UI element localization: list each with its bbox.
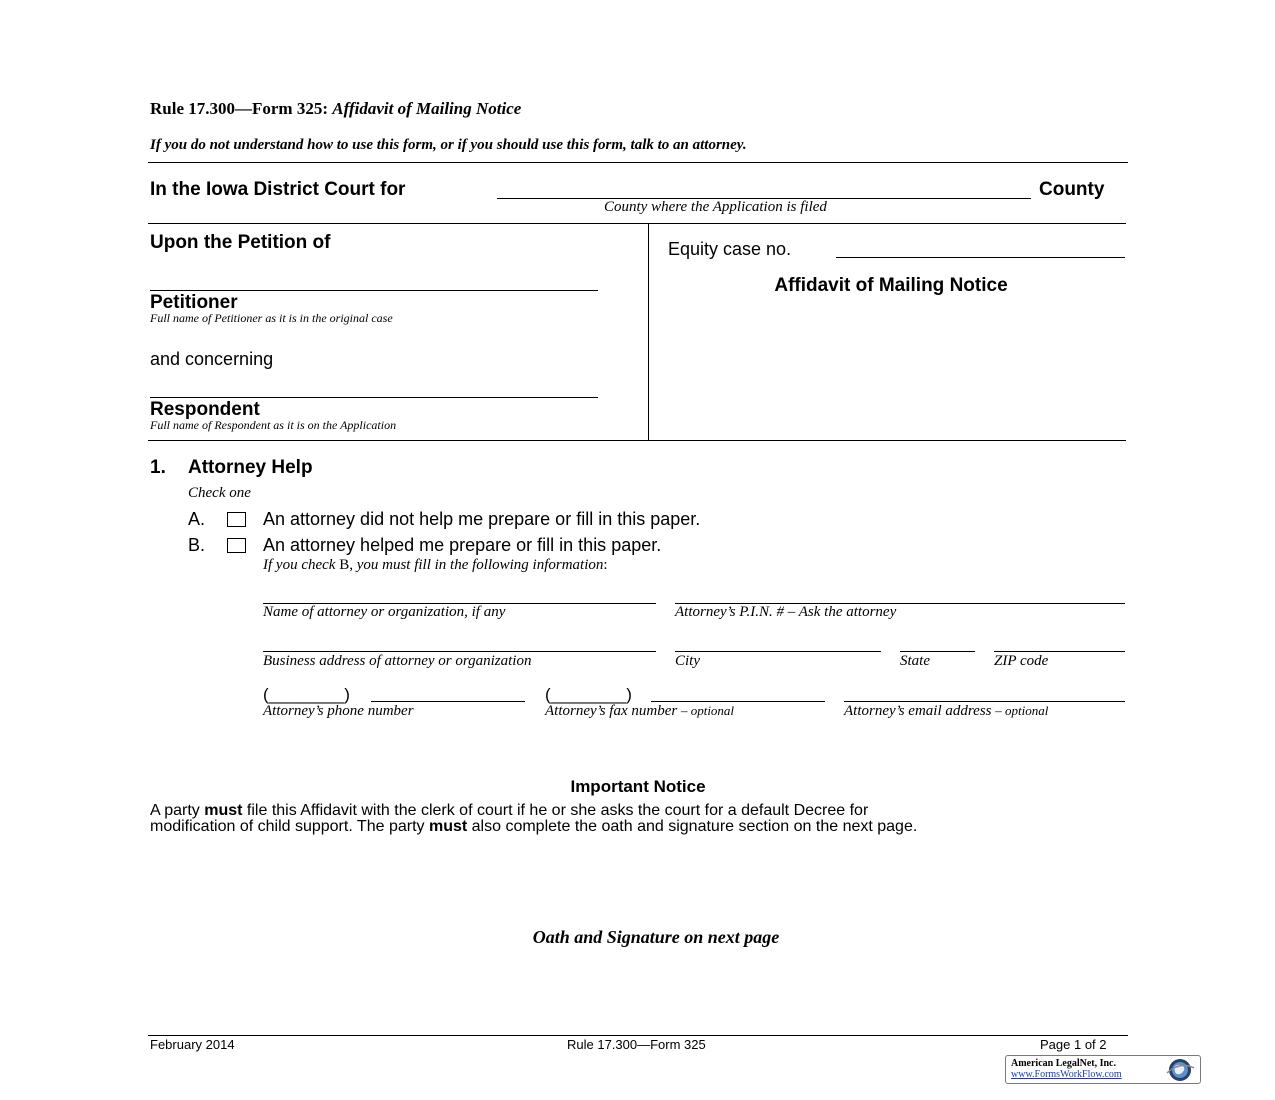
zip-input[interactable] <box>994 631 1125 652</box>
option-b-text: An attorney helped me prepare or fill in this paper. <box>263 535 662 555</box>
zip-label: ZIP code <box>994 653 1049 669</box>
petitioner-input[interactable] <box>150 270 598 291</box>
notice-line-1-must: must <box>204 802 243 819</box>
footer-form-id: Rule 17.300—Form 325 <box>567 1037 706 1052</box>
rule-form-label: Rule 17.300—Form 325: <box>150 99 329 118</box>
state-input[interactable] <box>900 631 975 652</box>
option-b-note-colon: : <box>603 557 608 573</box>
attorney-name-input[interactable] <box>263 583 656 604</box>
city-input[interactable] <box>675 631 881 652</box>
petitioner-hint: Full name of Petitioner as it is in the original case <box>150 311 393 325</box>
caption-divider-vertical <box>648 224 649 440</box>
case-number-input[interactable] <box>836 237 1125 258</box>
attorney-advice: If you do not understand how to use this form, or if you should use this form, talk to an attorney. <box>150 137 747 153</box>
footer-date: February 2014 <box>150 1037 235 1052</box>
attorney-pin-input[interactable] <box>675 583 1125 604</box>
logo-website-link[interactable]: www.FormsWorkFlow.com <box>1011 1069 1122 1080</box>
globe-icon <box>1163 1057 1197 1083</box>
email-optional-text: – optional <box>995 703 1049 718</box>
option-a-text: An attorney did not help me prepare or fill in this paper. <box>263 509 701 529</box>
footer-page-number: Page 1 of 2 <box>1040 1037 1107 1052</box>
option-a-letter: A. <box>188 509 206 529</box>
petitioner-label: Petitioner <box>150 292 238 313</box>
concerning-label: and concerning <box>150 349 274 369</box>
upon-petition-label: Upon the Petition of <box>150 232 331 253</box>
option-b-note-post: , you must fill in the following information <box>349 557 604 573</box>
email-label-text: Attorney’s email address <box>844 703 992 719</box>
fax-optional-text: – optional <box>680 703 735 718</box>
county-hint: County where the Application is filed <box>604 199 827 215</box>
option-b-note-pre: If you check <box>263 557 340 573</box>
option-b-letter: B. <box>188 535 206 555</box>
attorney-pin-label: Attorney’s P.I.N. # – Ask the attorney <box>675 604 897 620</box>
document-title: Affidavit of Mailing Notice <box>774 275 1008 296</box>
section-1-title: Attorney Help <box>188 457 313 478</box>
form-title: Affidavit of Mailing Notice <box>332 99 522 118</box>
business-address-label: Business address of attorney or organization <box>263 653 532 669</box>
notice-line-2-must: must <box>428 818 468 835</box>
county-input[interactable] <box>497 178 1031 199</box>
divider-caption-top <box>148 223 1126 224</box>
continuation-note: Oath and Signature on next page <box>532 927 780 947</box>
notice-line-2-post: also complete the oath and signature section on the next page. <box>467 818 918 835</box>
fax-area-code: (________) <box>545 685 632 704</box>
notice-line-2-pre: modification of child support. The party <box>150 818 429 835</box>
fax-label <box>545 703 734 720</box>
court-label: In the Iowa District Court for <box>150 179 406 200</box>
respondent-label: Respondent <box>150 399 260 420</box>
respondent-hint: Full name of Respondent as it is on the Application <box>150 418 397 432</box>
option-a-checkbox[interactable] <box>227 512 246 527</box>
fax-label-text: Attorney’s fax number <box>545 703 678 719</box>
fax-input[interactable] <box>651 682 825 702</box>
logo-company-name: American LegalNet, Inc. <box>1011 1058 1116 1069</box>
american-legalnet-logo[interactable] <box>1005 1055 1201 1084</box>
state-label: State <box>900 653 930 669</box>
option-b-note-letter: B <box>339 557 350 573</box>
attorney-name-label: Name of attorney or organization, if any <box>263 604 506 620</box>
footer-divider <box>148 1035 1128 1036</box>
divider-top <box>148 162 1128 163</box>
case-number-label: Equity case no. <box>668 239 792 259</box>
business-address-input[interactable] <box>263 631 656 652</box>
county-label: County <box>1039 179 1105 200</box>
check-one-instruction: Check one <box>188 485 251 501</box>
form-heading <box>150 99 521 119</box>
email-label <box>844 703 1048 720</box>
notice-line-1-pre: A party <box>150 802 205 819</box>
notice-line-2 <box>150 818 917 836</box>
option-b-note <box>263 557 608 574</box>
option-b-checkbox[interactable] <box>227 538 246 553</box>
phone-area-code: (________) <box>263 685 350 704</box>
section-1-number: 1. <box>150 457 166 478</box>
divider-caption-bottom <box>148 440 1126 441</box>
notice-title: Important Notice <box>570 777 706 796</box>
respondent-input[interactable] <box>150 377 598 398</box>
phone-input[interactable] <box>371 682 525 702</box>
notice-line-1-post: file this Affidavit with the clerk of court if he or she asks the court for a default Decree for <box>242 802 869 819</box>
city-label: City <box>675 653 700 669</box>
email-input[interactable] <box>844 682 1125 702</box>
phone-label: Attorney’s phone number <box>263 703 414 719</box>
